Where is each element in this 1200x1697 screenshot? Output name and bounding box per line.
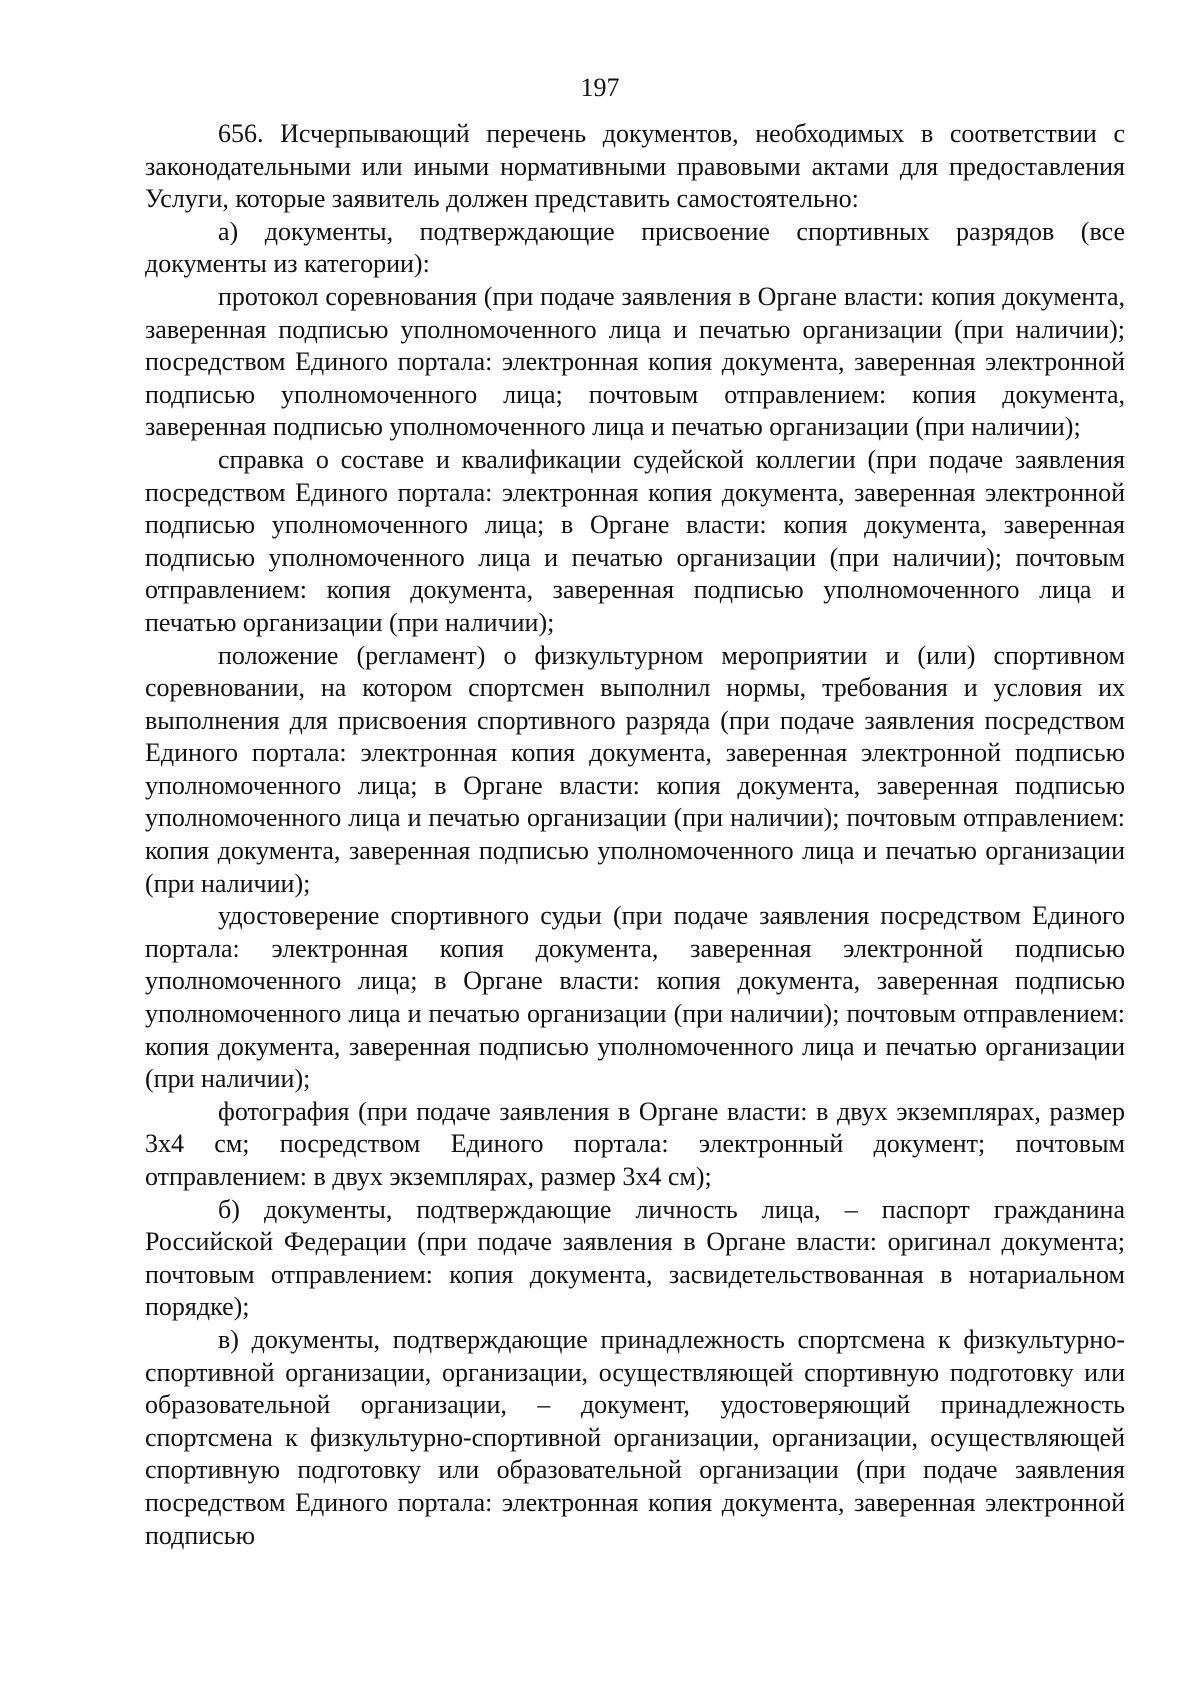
paragraph-item-b: б) документы, подтверждающие личность лица, – паспорт гражданина Российской Федерации (при подаче заявления в Органе власти: оригинал документа; почтовым отправлением: копия документа, засвидетельствованная в нотариальном порядке); [145, 1194, 1125, 1322]
paragraph-656-intro: 656. Исчерпывающий перечень документов, необходимых в соответствии с законодательными или иными нормативными правовыми актами для предоставления Услуги, которые заявитель должен представить самостоятельно: [145, 119, 1125, 214]
paragraph-competition-protocol: протокол соревнования (при подаче заявления в Органе власти: копия документа, заверенная подписью уполномоченного лица и печатью организации (при наличии); посредством Единого портала: электронная копия документа, заверенная электронной подписью уполномоченного лица; почтовым отправлением: копия документа, заверенная подписью уполномоченного лица и печатью организации (при наличии); [145, 281, 1125, 442]
page-number: 197 [580, 73, 620, 102]
paragraph-item-a: а) документы, подтверждающие присвоение спортивных разрядов (все документы из категории): [145, 216, 1125, 279]
paragraph-event-regulations: положение (регламент) о физкультурном мероприятии и (или) спортивном соревновании, на котором спортсмен выполнил нормы, требования и условия их выполнения для присвоения спортивного разряда (при подаче заявления посредством Единого портала: электронная копия документа, заверенная электронной подписью уполномоченного лица; в Органе власти: копия документа, заверенная подписью уполномоченного лица и печатью организации (при наличии); почтовым отправлением: копия документа, заверенная подписью уполномоченного лица и печатью организации (при наличии); [145, 640, 1125, 898]
document-body [145, 118, 1125, 1552]
paragraph-judge-id: удостоверение спортивного судьи (при подаче заявления посредством Единого портала: электронная копия документа, заверенная электронной подписью уполномоченного лица; в Органе власти: копия документа, заверенная подписью уполномоченного лица и печатью организации (при наличии); почтовым отправлением: копия документа, заверенная подписью уполномоченного лица и печатью организации (при наличии); [145, 901, 1125, 1094]
paragraph-item-v: в) документы, подтверждающие принадлежность спортсмена к физкультурно-спортивной организации, организации, осуществляющей спортивную подготовку или образовательной организации, – документ, удостоверяющий принадлежность спортсмена к физкультурно-спортивной организации, организации, осуществляющей спортивную подготовку или образовательной организации (при подаче заявления посредством Единого портала: электронная копия документа, заверенная электронной подписью [145, 1324, 1125, 1550]
paragraph-judging-panel-certificate: справка о составе и квалификации судейской коллегии (при подаче заявления посредством Единого портала: электронная копия документа, заверенная электронной подписью уполномоченного лица; в Органе власти: копия документа, заверенная подписью уполномоченного лица и печатью организации (при наличии); почтовым отправлением: копия документа, заверенная подписью уполномоченного лица и печатью организации (при наличии); [145, 444, 1125, 637]
paragraph-photograph: фотография (при подаче заявления в Органе власти: в двух экземплярах, размер 3х4 см; посредством Единого портала: электронный документ; почтовым отправлением: в двух экземплярах, размер 3х4 см); [145, 1096, 1125, 1191]
